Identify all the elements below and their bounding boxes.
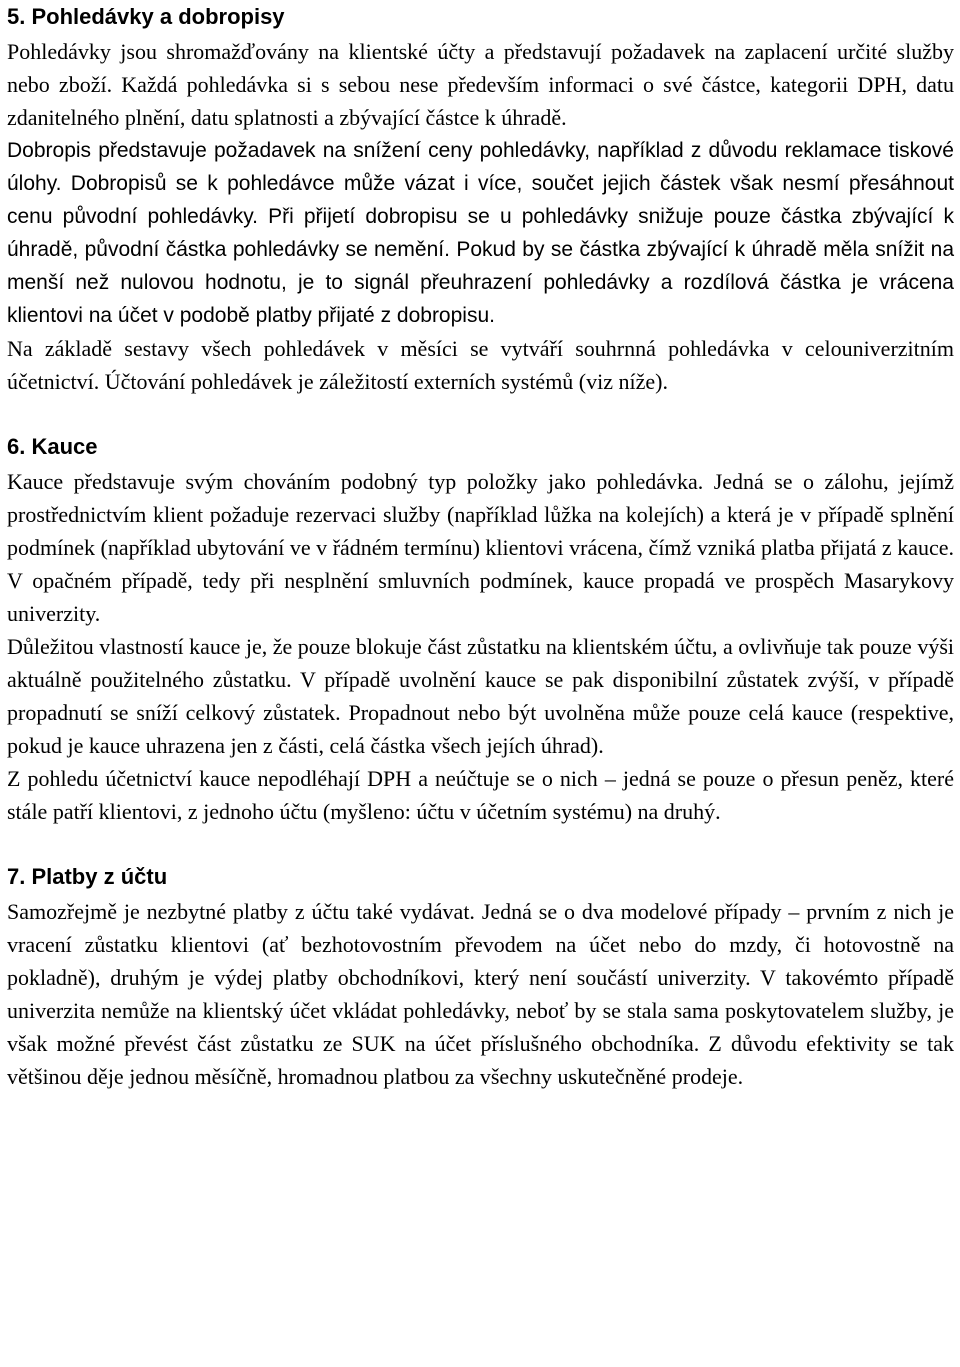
paragraph: Na základě sestavy všech pohledávek v měsíci se vytváří souhrnná pohledávka v celouniverzitním účetnictví. Účtování pohledávek je záležitostí externích systémů (viz níže). xyxy=(7,336,954,394)
paragraph: Z pohledu účetnictví kauce nepodléhají DPH a neúčtuje se o nich – jedná se pouze o přesun peněz, které stále patří klientovi, z jednoho účtu (myšleno: účtu v účetním systému) na druhý. xyxy=(7,766,954,824)
paragraph: Samozřejmě je nezbytné platby z účtu také vydávat. Jedná se o dva modelové případy – prvním z nich je vracení zůstatku klientovi (ať bezhotovostním převodem na účet nebo do mzdy, či hotovostně na pokladně), druhým je výdej platby obchodníkovi, který není součástí univerzity. V takovémto případě univerzita nemůže na klientský účet vkládat pohledávky, neboť by se stala sama poskytovatelem služby, je však možné převést část zůstatku ze SUK na účet příslušného obchodníka. Z důvodu efektivity se tak většinou děje jednou měsíčně, hromadnou platbou za všechny uskutečněné prodeje. xyxy=(7,899,954,1089)
section-kauce xyxy=(7,430,954,828)
section-heading: 5. Pohledávky a dobropisy xyxy=(7,4,285,29)
paragraph: Kauce představuje svým chováním podobný typ položky jako pohledávka. Jedná se o zálohu, jejímž prostřednictvím klient požaduje rezervaci služby (například lůžka na kolejích) a která je v případě splnění podmínek (například ubytování ve v řádném termínu) klientovi vrácena, čímž vzniká platba přijatá z kauce. V opačném případě, tedy při nesplnění smluvních podmínek, kauce propadá ve prospěch Masarykovy univerzity. xyxy=(7,469,954,626)
section-heading: 6. Kauce xyxy=(7,434,98,459)
section-pohledavky xyxy=(7,0,954,398)
section-platby-z-uctu xyxy=(7,860,954,1093)
paragraph: Důležitou vlastností kauce je, že pouze blokuje část zůstatku na klientském účtu, a ovlivňuje tak pouze výši aktuálně použitelného zůstatku. V případě uvolnění kauce se pak disponibilní zůstatek zvýší, v případě propadnutí se sníží celkový zůstatek. Propadnout nebo být uvolněna může pouze celá kauce (respektive, pokud je kauce uhrazena jen z části, celá částka všech jejích úhrad). xyxy=(7,634,954,758)
paragraph: Dobropis představuje požadavek na snížení ceny pohledávky, například z důvodu reklamace tiskové úlohy. Dobropisů se k pohledávce může vázat i více, součet jejich částek však nesmí přesáhnout cenu původní pohledávky. Při přijetí dobropisu se u pohledávky snižuje pouze částka zbývající k úhradě, původní částka pohledávky se nemění. Pokud by se částka zbývající k úhradě měla snížit na menší než nulovou hodnotu, je to signál přeuhrazení pohledávky a rozdílová částka je vrácena klientovi na účet v podobě platby přijaté z dobropisu. xyxy=(7,139,954,327)
document-page xyxy=(7,0,954,1093)
paragraph: Pohledávky jsou shromažďovány na klientské účty a představují požadavek na zaplacení určité služby nebo zboží. Každá pohledávka si s sebou nese především informaci o své částce, kategorii DPH, datu zdanitelného plnění, datu splatnosti a zbývající částce k úhradě. xyxy=(7,39,954,130)
section-heading: 7. Platby z účtu xyxy=(7,864,168,889)
